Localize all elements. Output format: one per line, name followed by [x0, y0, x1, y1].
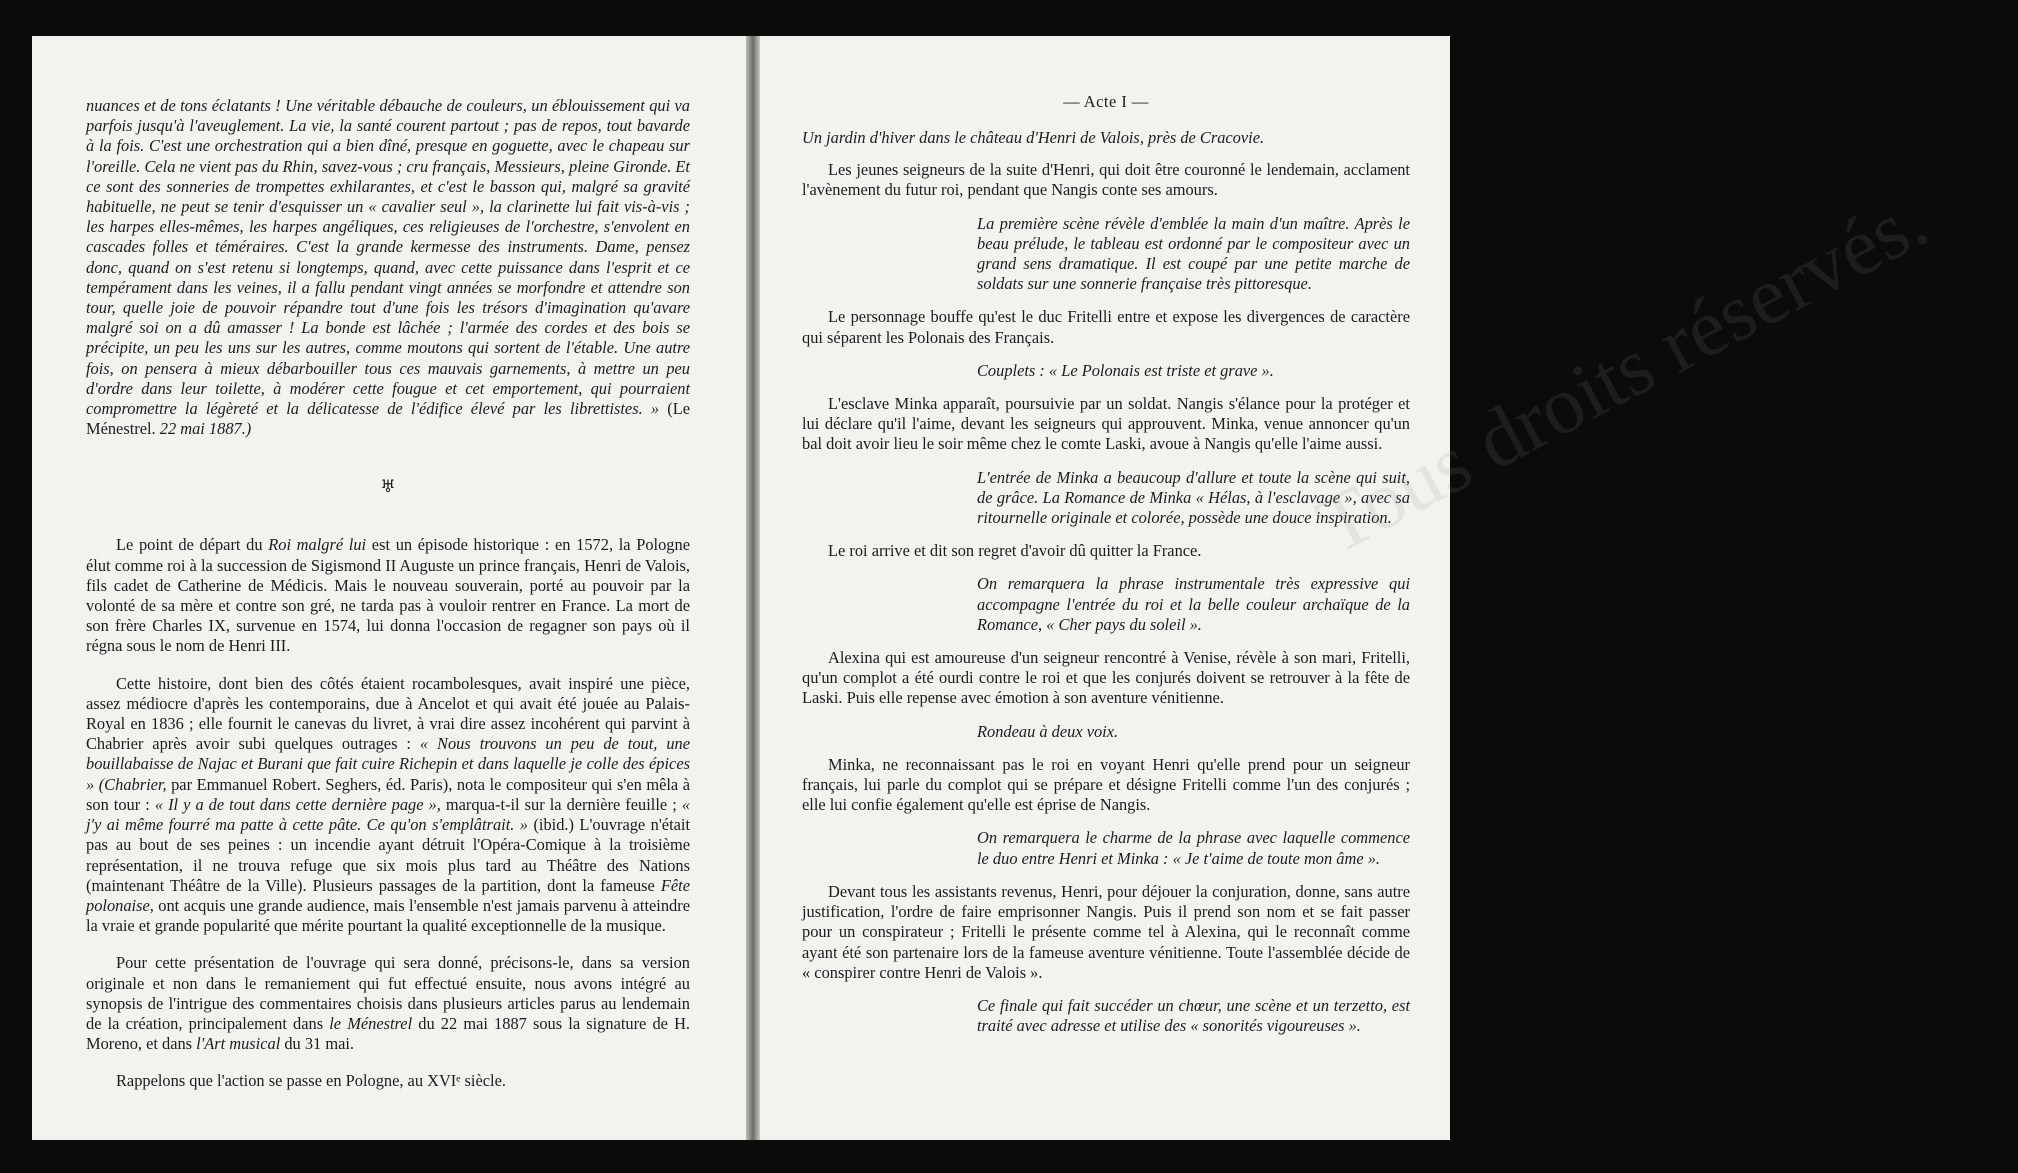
- p2-text-a: Cette histoire, dont bien des côtés étaient rocambolesques, avait inspiré une pièce, assez médiocre d'après les contemporains, due à Ancelot et qui avait été jouée au Palais-Royal en 1836 ; elle fournit le canevas du livret, à vrai dire assez incohérent qui parvint à Chabrier après avoir subi quelques outrages :: [86, 673, 690, 754]
- p2-quote-d: « Il y a de tout dans cette dernière page »,: [154, 794, 441, 814]
- song-title-2: Rondeau à deux voix.: [977, 721, 1119, 741]
- p2-text-g: (ibid.) L'ouvrage n'était pas au bout de ses peines : un incendie ayant détruit l'Opéra-Comique à la troisième représentation, il ne trouva refuge que six mois plus tard au Théâtre des Nations (maintenant Théâtre de la Ville). Plusieurs passages de la partition, dont la fameuse: [86, 815, 691, 895]
- p3-title-b: le Ménestrel: [329, 1013, 413, 1033]
- quote-text: nuances et de tons éclatants ! Une véritable débauche de couleurs, un éblouissement qui va parfois jusqu'à l'aveuglement. La vie, la santé courent partout ; pas de repos, tout bavarde à la fois. C'est une orchestration qui a bien dîné, presque en goguette, avec le chapeau sur l'oreille. Cela ne vient pas du Rhin, savez-vous ; cru français, Messieurs, pleine Gironde. Et ce sont des sonneries de trompettes exhilarantes, et c'est le basson qui, malgré sa gravité habituelle, ne peut se tenir d'esquisser un « cavalier seul », la clarinette lui fait vis-à-vis ; les harpes elles-mêmes, les harpes angéliques, ces religieuses de l'orchestre, s'envolent en cascades folles et téméraires. C'est la grande kermesse des instruments. Dame, pensez donc, quand on s'est retenu si longtemps, quand, avec cette puissance dans l'esprit et ce tempérament dans les veines, il a fallu pendant vingt années se morfondre et attendre son tour, quelle joie de pouvoir répandre tout d'une fois les trésors d'imagination qu'avare malgré soi on a dû amasser ! La bonde est lâchée ; l'armée des cordes et des bois se précipite, un peu les uns sur les autres, comme moutons qui sortent de l'étable. Une autre fois, on pensera à mieux débarbouiller tous ces mauvais garnements, à mettre un peu d'ordre dans leur toilette, à modérer cette fougue et cet emportement, qui pourraient compromettre la légèreté et la délicatesse de l'édifice élevé par les librettistes. »: [86, 96, 690, 419]
- p2-text-e: marqua-t-il sur la dernière feuille ;: [440, 794, 682, 814]
- synopsis-paragraph-4: Le roi arrive et dit son regret d'avoir dû quitter la France.: [828, 541, 1202, 561]
- p2-text-c: par Emmanuel Robert. Seghers, éd. Paris), nota le compositeur qui s'en mêla à son tour :: [86, 774, 690, 814]
- quote-source: (Le Ménestrel.: [86, 399, 690, 439]
- p2-quote-f: « j'y ai même fourré ma patte à cette pâte. Ce qu'on s'emplâtrait. »: [86, 794, 691, 835]
- p2-text-i: ont acquis une grande audience, mais l'ensemble n'est jamais parvenu à atteindre la vraie et grande popularité que mérite pourtant la qualité exceptionnelle de la musique.: [86, 895, 690, 936]
- synopsis-paragraph-6: Minka, ne reconnaissant pas le roi en voyant Henri qu'elle prend pour un seigneur français, lui parle du complot qui se prépare et désigne Fritelli comme l'un des conjurés ; elle lui confie également qu'elle est éprise de Nangis.: [802, 754, 1410, 815]
- commentary-4: On remarquera le charme de la phrase avec laquelle commence le duo entre Henri et Minka : « Je t'aime de toute mon âme ».: [977, 828, 1410, 868]
- synopsis-paragraph-3: L'esclave Minka apparaît, poursuivie par un soldat. Nangis s'élance pour la protéger et lui déclare qu'il l'aime, devant les seigneurs qui approuvent. Minka, venue annoncer qu'un bal doit avoir lieu le soir même chez le comte Laski, avoue à Nangis qu'elle l'aime aussi.: [802, 394, 1410, 454]
- right-page: [760, 36, 1942, 1140]
- watermark-text: Tous droits réservés.: [1302, 173, 1942, 572]
- commentary-2: L'entrée de Minka a beaucoup d'allure et toute la scène qui suit, de grâce. La Romance de Minka « Hélas, à l'esclavage », avec sa ritournelle originale et colorée, possède une douce inspiration.: [977, 467, 1410, 528]
- synopsis-paragraph-7: Devant tous les assistants revenus, Henri, pour déjouer la conjuration, donne, sans autre justification, l'ordre de faire emprisonner Nangis. Puis il prend son nom et se fait passer pour un conspirateur ; Fritelli le présente comme tel à Alexina, qui le reconnaît comme ayant été son partenaire lors de la fameuse aventure vénitienne. Toute l'assemblée décide de « conspirer contre Henri de Valois ».: [802, 881, 1410, 982]
- synopsis-paragraph-2: Le personnage bouffe qu'est le duc Fritelli entre et expose les divergences de caractère qui séparent les Polonais des Français.: [802, 307, 1410, 347]
- p3-text-a: Pour cette présentation de l'ouvrage qui sera donné, précisons-le, dans sa version originale et non dans le remaniement qui fut effectué ensuite, nous avons intégré au synopsis de l'intrigue des commentaires choisis dans plusieurs articles parus au lendemain de la création, principalement dans: [86, 953, 690, 1033]
- left-page: [32, 36, 746, 1140]
- commentary-5: Ce finale qui fait succéder un chœur, une scène et un terzetto, est traité avec adresse et utilise des « sonorités vigoureuses ».: [977, 995, 1410, 1036]
- p1-text-c: est un épisode historique : en 1572, la Pologne élut comme roi à la succession de Sigismond II Auguste un prince français, Henri de Valois, fils cadet de Catherine de Médicis. Mais le nouveau souverain, porté au pouvoir par la volonté de sa mère et contre son gré, ne tarda pas à vouloir rentrer en France. La mort de son frère Charles IX, survenue en 1574, lui donna l'occasion de regagner son pays où il régna sous le nom de Henri III.: [86, 535, 690, 656]
- commentary-1: La première scène révèle d'emblée la main d'un maître. Après le beau prélude, le tableau est ordonné par le compositeur avec un grand sens dramatique. Il est coupé par une petite marche de soldats sur une sonnerie française très pittoresque.: [977, 213, 1410, 294]
- ornament-icon: ♅: [380, 477, 396, 497]
- commentary-3: On remarquera la phrase instrumentale très expressive qui accompagne l'entrée du roi et la belle couleur archaïque de la Romance, « Cher pays du soleil ».: [977, 574, 1410, 634]
- p1-text-a: Le point de départ du: [116, 535, 269, 555]
- p3-title-d: l'Art musical: [196, 1034, 281, 1054]
- scene-setting: Un jardin d'hiver dans le château d'Henri de Valois, près de Cracovie.: [802, 128, 1265, 147]
- p3-text-e: du 31 mai.: [280, 1034, 355, 1054]
- paragraph-4: Rappelons que l'action se passe en Pologne, au XVIᵉ siècle.: [116, 1071, 506, 1091]
- paragraph-3: [86, 953, 690, 1054]
- p2-title-h: Fête polonaise,: [86, 875, 690, 915]
- p1-title-italic: Roi malgré lui: [268, 535, 367, 555]
- quote-date: 22 mai 1887.): [159, 419, 252, 439]
- song-title-1: Couplets : « Le Polonais est triste et grave ».: [977, 360, 1274, 380]
- act-header: — Acte I —: [1063, 92, 1149, 111]
- paragraph-2: [86, 674, 690, 937]
- synopsis-paragraph-5: Alexina qui est amoureuse d'un seigneur rencontré à Venise, révèle à son mari, Fritelli, qu'un complot a été ourdi contre le roi et que les conjurés doivent se retrouver à la fête de Laski. Puis elle repense avec émotion à son aventure vénitienne.: [802, 648, 1410, 708]
- book-gutter: [746, 36, 760, 1140]
- paragraph-1: [86, 535, 690, 656]
- p3-text-c: du 22 mai 1887 sous la signature de H. Moreno, et dans: [86, 1013, 691, 1054]
- p2-quote-b: « Nous trouvons un peu de tout, une bouillabaisse de Najac et Burani que fait cuire Richepin et dans laquelle je colle des épices » (Chabrier,: [86, 734, 690, 794]
- quote-paragraph: [86, 96, 690, 439]
- synopsis-paragraph-1: Les jeunes seigneurs de la suite d'Henri, qui doit être couronné le lendemain, acclament l'avènement du futur roi, pendant que Nangis conte ses amours.: [802, 160, 1410, 200]
